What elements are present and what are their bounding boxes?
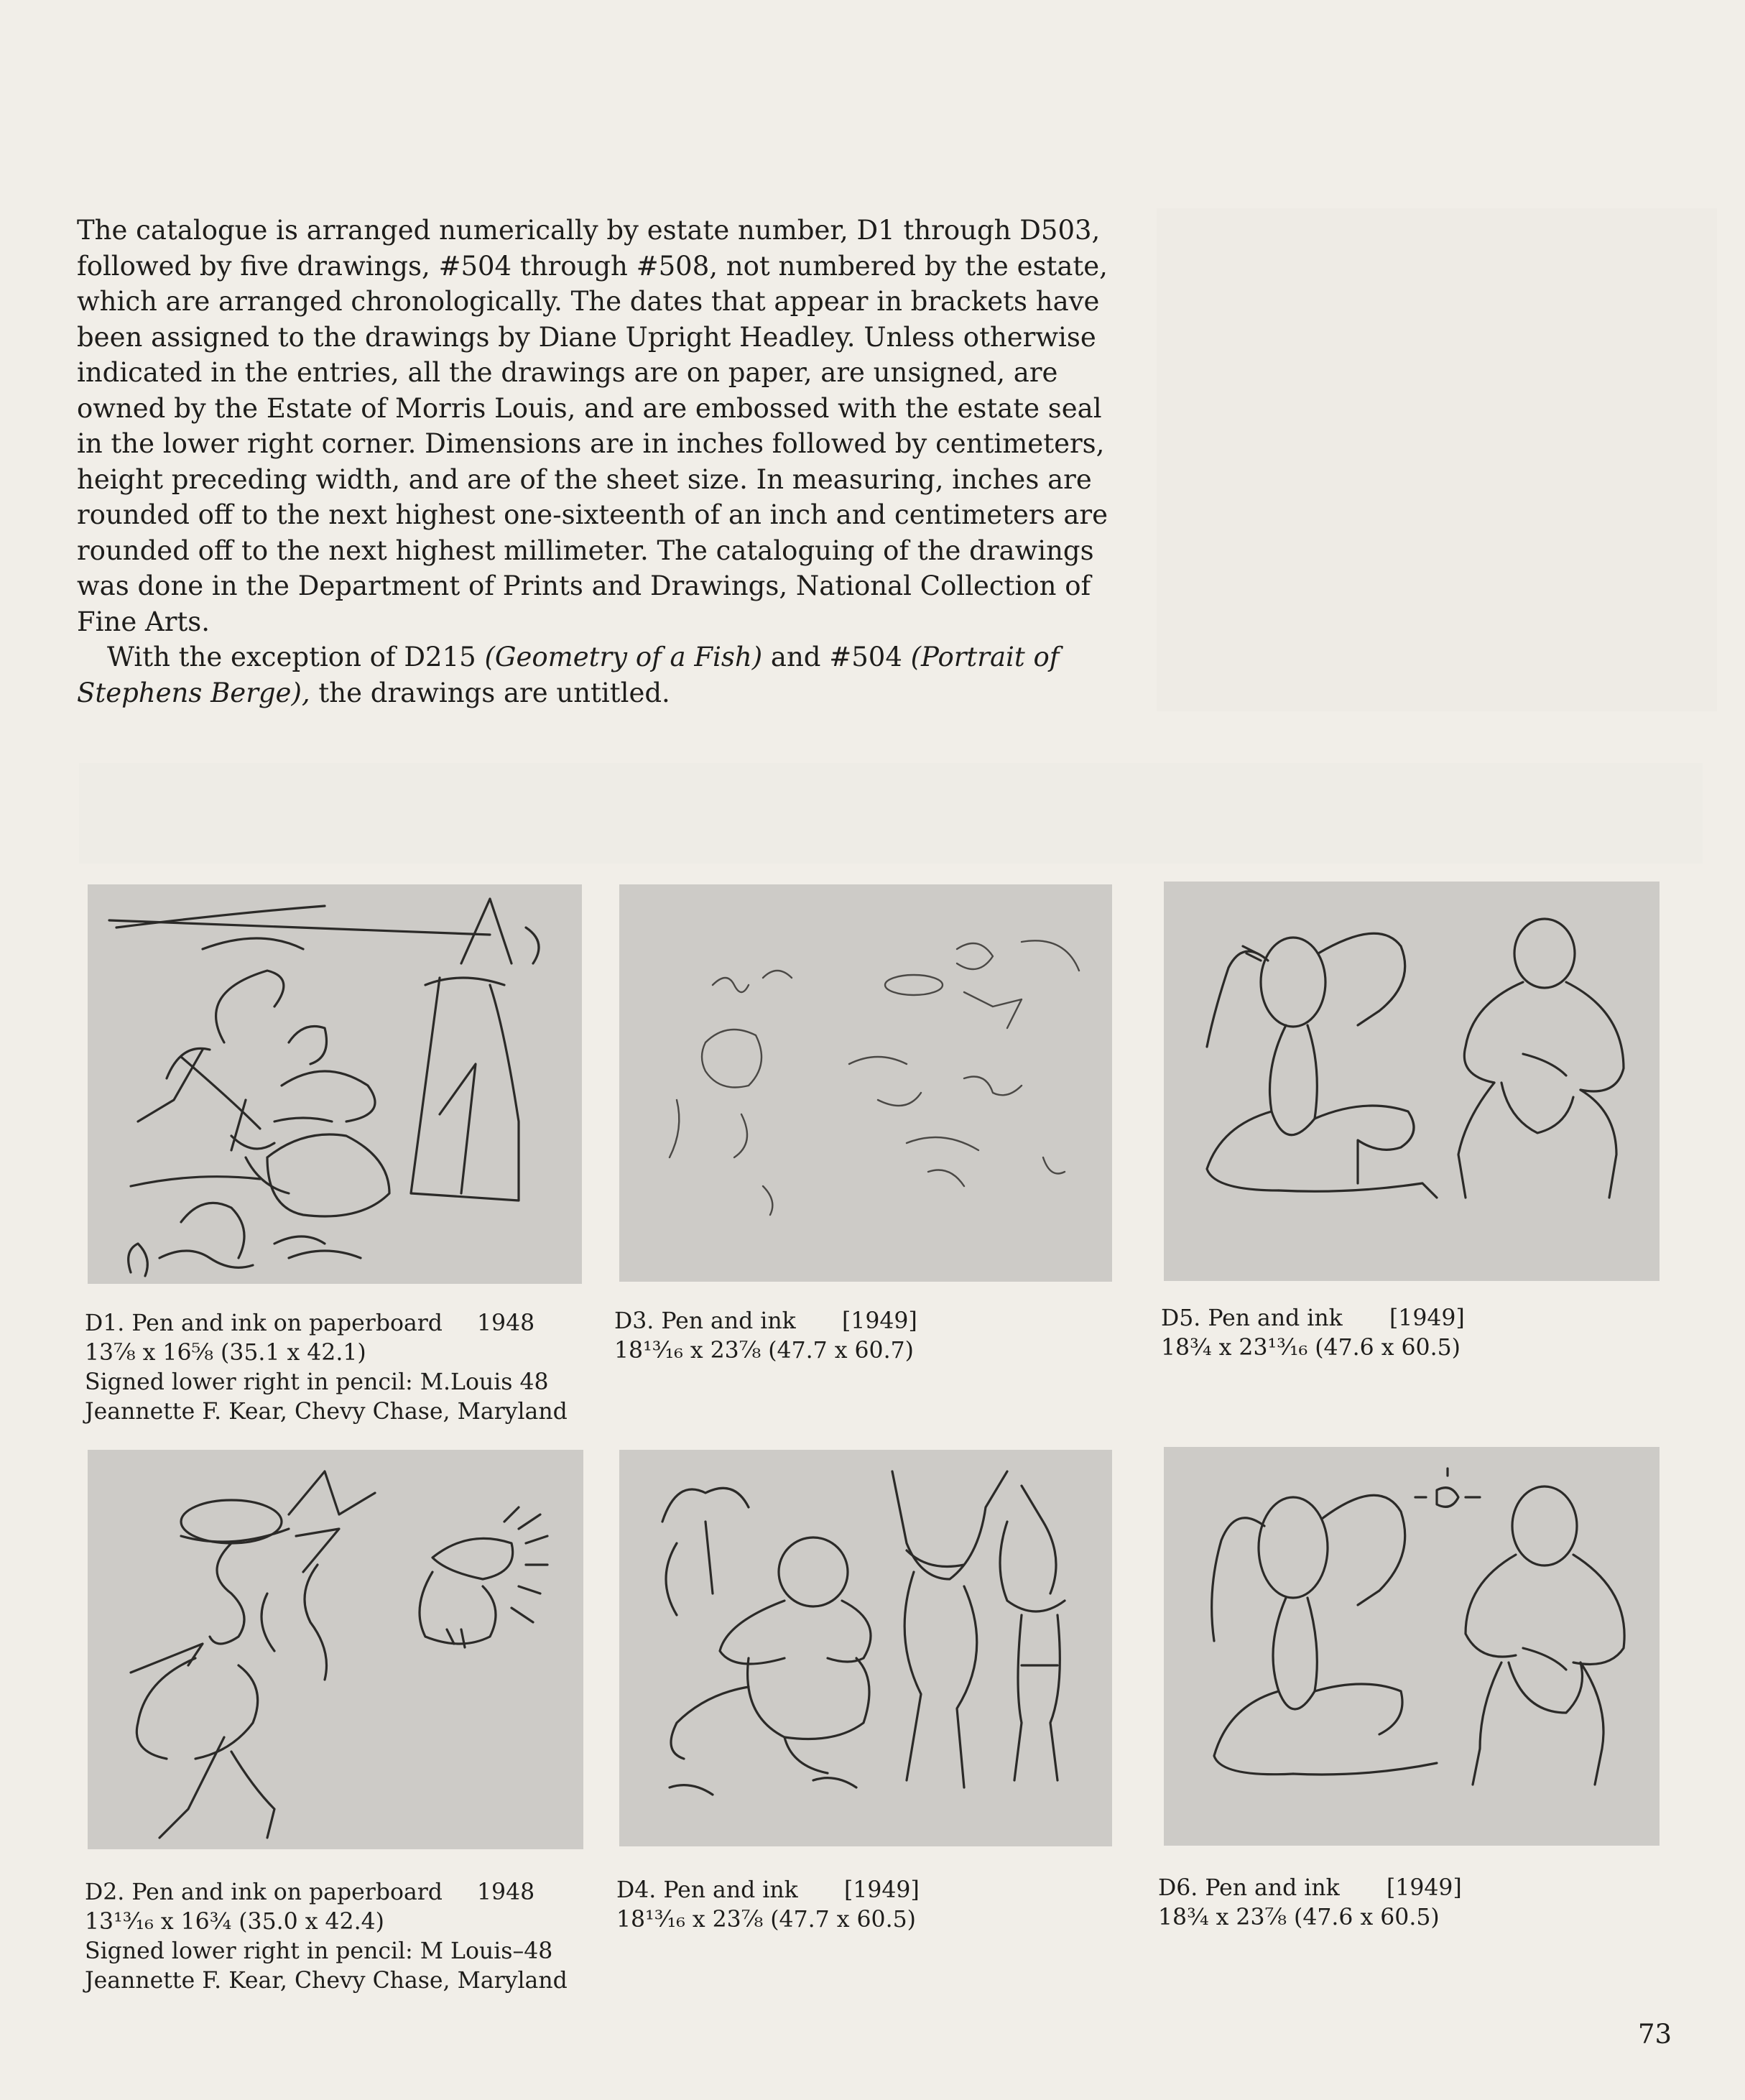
plate-d6-drawing	[1164, 1447, 1660, 1846]
page-number: 73	[1638, 2019, 1672, 2050]
caption-d4-title: D4. Pen and ink	[616, 1877, 798, 1903]
intro-paragraph-2	[77, 639, 1133, 711]
caption-d6-title: D6. Pen and ink	[1158, 1875, 1340, 1901]
plate-d2-drawing	[88, 1450, 583, 1849]
caption-d3-date: [1949]	[842, 1308, 917, 1334]
caption-d1-dims: 13⅞ x 16⅝ (35.1 x 42.1)	[85, 1340, 366, 1366]
caption-d4-dims: 18¹³⁄₁₆ x 23⅞ (47.7 x 60.5)	[616, 1907, 916, 1933]
caption-d5-title: D5. Pen and ink	[1161, 1305, 1343, 1331]
caption-d2-title: D2. Pen and ink on paperboard	[85, 1879, 443, 1905]
caption-d1-owner: Jeannette F. Kear, Chevy Chase, Maryland	[85, 1399, 568, 1425]
caption-d1	[85, 1309, 631, 1427]
caption-d5-dims: 18¾ x 23¹³⁄₁₆ (47.6 x 60.5)	[1161, 1335, 1461, 1361]
caption-d1-signature: Signed lower right in pencil: M.Louis 48	[85, 1369, 549, 1395]
caption-d5-date: [1949]	[1389, 1305, 1465, 1331]
plate-d4-drawing	[619, 1450, 1112, 1846]
caption-d6	[1158, 1874, 1704, 1933]
caption-d1-title: D1. Pen and ink on paperboard	[85, 1310, 443, 1336]
plate-d5-drawing	[1164, 882, 1660, 1281]
caption-d2-date: 1948	[477, 1879, 535, 1905]
plate-d3-drawing	[619, 884, 1112, 1282]
show-through-block	[1157, 208, 1717, 711]
title-portrait-of-stephens-berge: (Portrait of Stephens Berge),	[77, 642, 1060, 708]
caption-d3	[614, 1307, 1160, 1366]
caption-d1-date: 1948	[477, 1310, 535, 1336]
caption-d6-date: [1949]	[1387, 1875, 1462, 1901]
caption-d4-date: [1949]	[844, 1877, 920, 1903]
intro-p2-mid: and #504	[762, 642, 911, 672]
caption-d6-dims: 18¾ x 23⅞ (47.6 x 60.5)	[1158, 1905, 1440, 1930]
caption-d2-owner: Jeannette F. Kear, Chevy Chase, Maryland	[85, 1968, 568, 1994]
caption-d3-dims: 18¹³⁄₁₆ x 23⅞ (47.7 x 60.7)	[614, 1338, 914, 1364]
title-geometry-of-a-fish: (Geometry of a Fish)	[484, 642, 763, 672]
intro-p2-lead: With the exception of D215	[107, 642, 485, 672]
show-through-band	[79, 763, 1703, 864]
caption-d2	[85, 1878, 631, 1996]
caption-d3-title: D3. Pen and ink	[614, 1308, 796, 1334]
intro-paragraph-1: The catalogue is arranged numerically by estate number, D1 through D503, followed by five drawings, #504 through #508, not numbered by the estate, which are arranged chronologically. The dates that appear in brackets have been assigned to the drawings by Diane Upright Headley. Unless otherwise indicated in the entries, all the drawings are on paper, are unsigned, are owned by the Estate of Morris Louis, and are embossed with the estate seal in the lower right corner. Dimensions are in inches followed by centimeters, height preceding width, and are of the sheet size. In measuring, inches are rounded off to the next highest one-sixteenth of an inch and centimeters are rounded off to the next highest millimeter. The cataloguing of the drawings was done in the Department of Prints and Drawings, National Collection of Fine Arts.	[77, 215, 1108, 637]
plate-d1-drawing	[88, 884, 582, 1284]
intro-p2-tail: the drawings are untitled.	[310, 677, 670, 708]
caption-d5	[1161, 1304, 1707, 1363]
caption-d4	[616, 1876, 1162, 1935]
caption-d2-signature: Signed lower right in pencil: M Louis–48	[85, 1938, 553, 1964]
caption-d2-dims: 13¹³⁄₁₆ x 16¾ (35.0 x 42.4)	[85, 1909, 384, 1935]
intro-text	[77, 213, 1133, 711]
